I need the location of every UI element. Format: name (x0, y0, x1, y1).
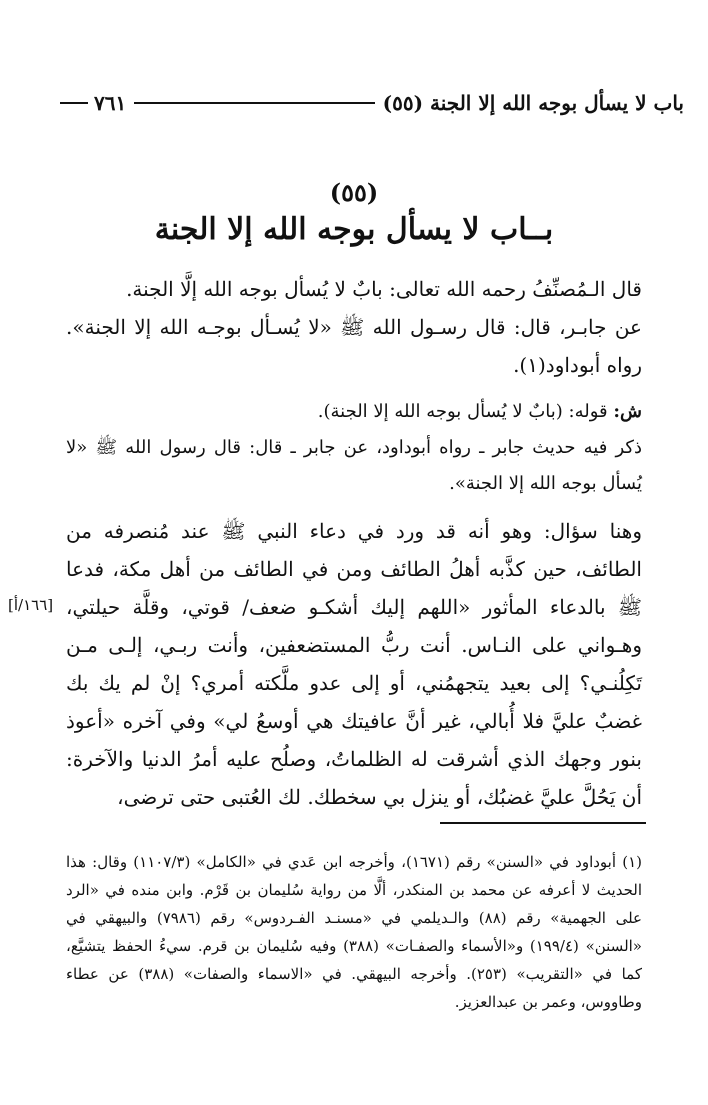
footnote: (١) أبوداود في «السنن» رقم (١٦٧١)، وأخرجه ابن عَدي في «الكامل» (١١٠٧/٣) وقال: هذا الحديث لا أعرفه عن محمد بن المنكدر، ألَّا من رواية سُليمان بن قَرْم. وابن منده في «الرد على الجهمية» رقم (٨٨) والـديلمي في «مسنـد الفـردوس» رقم (٧٩٨٦) والبيهقي في «السنن» (١٩٩/٤) و«الأسماء والصفـات» (٣٨٨) وفيه سُليمان بن قرم. سيءُ الحفظ يتشيَّع، كما في «التقريب» (٢٥٣). وأخرجه البيهقي. في «الاسماء والصفات» (٣٨٨) عن عطاء وطاووس، وعمر بن عبدالعزيز. (66, 853, 642, 1011)
running-header (60, 88, 684, 118)
main-text (66, 270, 642, 816)
chapter-number: (٥٥) (329, 178, 379, 207)
footnote-rule (440, 822, 646, 824)
manuscript-folio-note: [١٦٦/أ] (8, 596, 54, 614)
commentary-paragraph: ذكر فيه حديث جابر ـ رواه أبوداود، عن جابر ـ قال: قال رسول الله ﷺ «لا يُسأل بوجه الله إلا الجنة». (66, 437, 642, 494)
header-rule-end (60, 102, 88, 104)
page-number: ٧٦١ (94, 91, 127, 115)
hadith-text: عن جابـر، قال: قال رسـول الله ﷺ «لا يُسـأل بوجـه الله إلا الجنة». رواه أبوداود(١). (66, 315, 642, 377)
spacer (66, 502, 642, 512)
commentary-label: ش: (613, 401, 642, 422)
spacer (66, 384, 642, 394)
chapter-title: بــاب لا يسأل بوجه الله إلا الجنة (154, 212, 554, 247)
commentary-quote: قوله: (بابٌ لا يُسأل بوجه الله إلا الجنة). (317, 401, 608, 422)
commentary-intro (66, 394, 642, 430)
author-statement: قال الـمُصنِّفُ رحمه الله تعالى: بابٌ لا يُسأل بوجه الله إلَّا الجنة. (126, 277, 642, 301)
question-paragraph: وهنا سؤال: وهو أنه قد ورد في دعاء النبي ﷺ عند مُنصرفه من الطائف، حين كذَّبه أهلُ الطائف ومن في الطائف من أهل مكة، فدعا ﷺ بالدعاء المأثور «اللهم إليك أشكـو ضعف/ قوتي، وقلَّة حيلتي، وهـواني على النـاس. أنت ربُّ المستضعفين، وأنت ربـي، إلـى مـن تَكِلُنـي؟ إلى بعيد يتجهمُني، أو إلى عدو ملَّكته أمري؟ إنْ لم يك بك غضبٌ عليَّ فلا أُبالي، غير أنَّ عافيتك هي أوسعُ لي» وفي آخره «أعوذ بنور وجهك الذي أشرقت له الظلماتُ، وصلُح عليه أمرُ الدنيا والآخرة: أن يَحُلَّ عليَّ غضبُك، أو ينزل بي سخطك. لك العُتبى حتى ترضى، (66, 519, 642, 809)
running-title: باب لا يسأل بوجه الله إلا الجنة (٥٥) (382, 91, 684, 115)
header-rule (134, 102, 374, 104)
